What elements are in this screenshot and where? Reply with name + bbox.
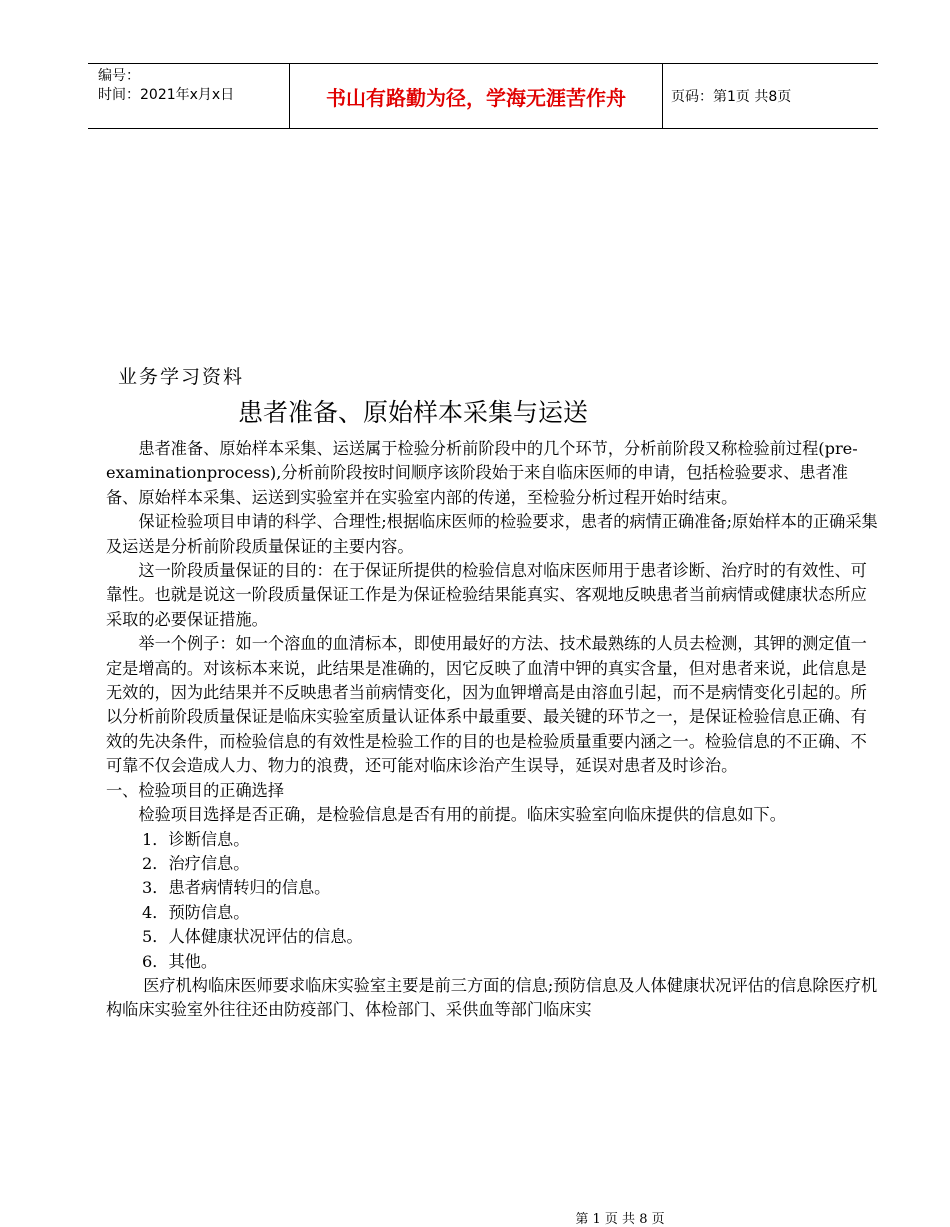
page-header xyxy=(88,63,878,129)
list-item: 6．其他。 xyxy=(142,951,218,971)
paragraph: 这一阶段质量保证的目的：在于保证所提供的检验信息对临床医师用于患者诊断、治疗时的有效性、可靠性。也就是说这一阶段质量保证工作是为保证检验结果能真实、客观地反映患者当前病情或健康状态所应采取的必要保证措施。 xyxy=(106,561,867,629)
number-label: 编号： xyxy=(98,68,140,84)
header-motto: 书山有路勤为径，学海无涯苦作舟 xyxy=(290,64,663,128)
header-meta xyxy=(88,64,290,128)
list-item: 1．诊断信息。 xyxy=(142,829,250,849)
page-footer: 第 1 页 共 8 页 xyxy=(575,1212,665,1227)
document-title: 患者准备、原始样本采集与运送 xyxy=(238,398,589,427)
paragraph: 保证检验项目申请的科学、合理性;根据临床医师的检验要求，患者的病情正确准备;原始样本的正确采集及运送是分析前阶段质量保证的主要内容。 xyxy=(106,512,878,556)
header-page-info: 页码：第1页 共8页 xyxy=(671,89,792,105)
paragraph: 举一个例子：如一个溶血的血清标本，即使用最好的方法、技术最熟练的人员去检测，其钾的测定值一定是增高的。对该标本来说，此结果是准确的，因它反映了血清中钾的真实含量，但对患者来说，此信息是无效的，因为此结果并不反映患者当前病情变化，因为血钾增高是由溶血引起，而不是病情变化引起的。所以分析前阶段质量保证是临床实验室质量认证体系中最重要、最关键的环节之一，是保证检验信息正确、有效的先决条件，而检验信息的有效性是检验工作的目的也是检验质量重要内涵之一。检验信息的不正确、不可靠不仅会造成人力、物力的浪费，还可能对临床诊治产生误导，延误对患者及时诊治。 xyxy=(106,634,867,776)
document-category-label: 业务学习资料 xyxy=(118,366,245,388)
list-item: 3．患者病情转归的信息。 xyxy=(142,878,331,898)
list-item: 5．人体健康状况评估的信息。 xyxy=(142,927,363,947)
list-item: 2．治疗信息。 xyxy=(142,853,250,873)
time-label: 时间：2021年x月x日 xyxy=(98,87,235,103)
paragraph: 医疗机构临床医师要求临床实验室主要是前三方面的信息;预防信息及人体健康状况评估的信息除医疗机构临床实验室外往往还由防疫部门、体检部门、采供血等部门临床实 xyxy=(106,975,878,1020)
section-intro: 检验项目选择是否正确，是检验信息是否有用的前提。临床实验室向临床提供的信息如下。 xyxy=(138,805,786,825)
document-body xyxy=(106,437,880,1023)
section-heading: 一、检验项目的正确选择 xyxy=(106,780,285,800)
paragraph: 患者准备、原始样本采集、运送属于检验分析前阶段中的几个环节，分析前阶段又称检验前过程(pre-examinationprocess),分析前阶段按时间顺序该阶段始于来自临床医师的申请，包括检验要求、患者准备、原始样本采集、运送到实验室并在实验室内部的传递，至检验分析过程开始时结束。 xyxy=(106,439,858,507)
list-item: 4．预防信息。 xyxy=(142,902,250,922)
